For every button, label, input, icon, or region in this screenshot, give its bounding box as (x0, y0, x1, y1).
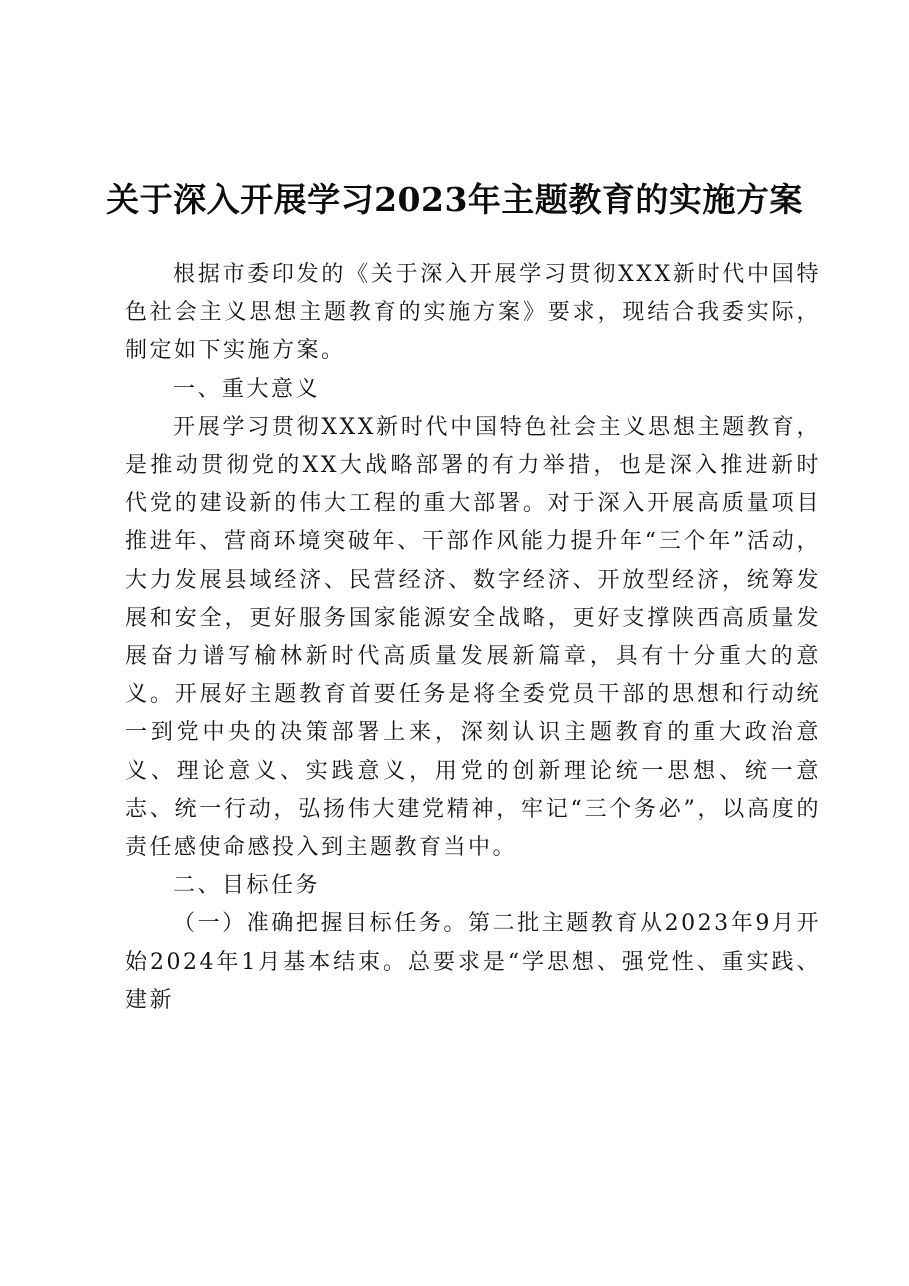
intro-paragraph: 根据市委印发的《关于深入开展学习贯彻XXX新时代中国特色社会主义思想主题教育的实施方案》要求，现结合我委实际，制定如下实施方案。 (125, 262, 821, 364)
document-title: 关于深入开展学习2023年主题教育的实施方案 (106, 180, 803, 219)
section-heading-significance: 一、重大意义 (173, 376, 321, 402)
section-heading-goals: 二、目标任务 (173, 873, 321, 899)
significance-paragraph: 开展学习贯彻XXX新时代中国特色社会主义思想主题教育，是推动贯彻党的XX大战略部署的有力举措，也是深入推进新时代党的建设新的伟大工程的重大部署。对于深入开展高质量项目推进年、营商环境突破年、干部作风能力提升年“三个年”活动，大力发展县域经济、民营经济、数字经济、开放型经济，统筹发展和安全，更好服务国家能源安全战略，更好支撑陕西高质量发展奋力谱写榆林新时代高质量发展新篇章，具有十分重大的意义。开展好主题教育首要任务是将全委党员干部的思想和行动统一到党中央的决策部署上来，深刻认识主题教育的重大政治意义、理论意义、实践意义，用党的创新理论统一思想、统一意志、统一行动，弘扬伟大建党精神，牢记“三个务必”，以高度的责任感使命感投入到主题教育当中。 (125, 414, 821, 861)
goals-paragraph: （一）准确把握目标任务。第二批主题教育从2023年9月开始2024年1月基本结束。总要求是“学思想、强党性、重实践、建新 (125, 911, 821, 1013)
document-body (125, 256, 821, 1020)
